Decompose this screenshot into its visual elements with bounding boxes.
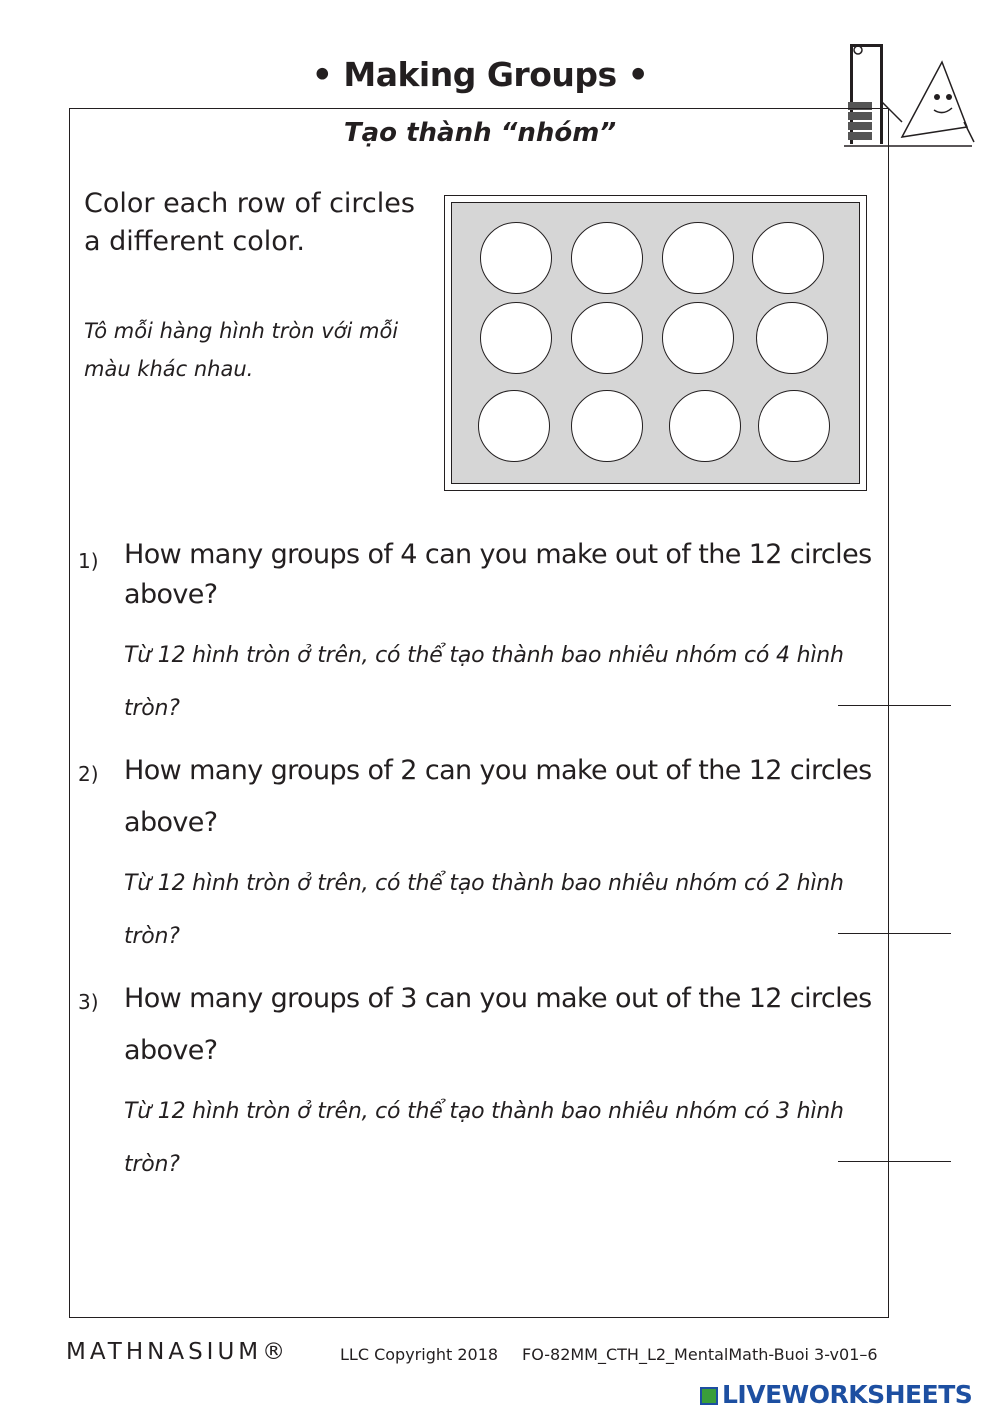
page-title: • Making Groups • [311, 55, 649, 94]
circle[interactable] [571, 222, 643, 294]
instruction-english: Color each row of circles a different color. [84, 188, 415, 257]
circle[interactable] [480, 302, 552, 374]
liveworksheets-logo-icon [700, 1387, 718, 1405]
circle-grid-box [444, 195, 867, 491]
circle[interactable] [662, 222, 734, 294]
answer-blank[interactable] [838, 933, 951, 934]
circle[interactable] [571, 390, 643, 462]
instruction-vietnamese: Tô mỗi hàng hình tròn với mỗi màu khác nhau. [84, 319, 399, 381]
copyright-text: LLC Copyright 2018 [340, 1345, 499, 1364]
page-subtitle: Tạo thành “nhóm” [343, 118, 617, 148]
question-english: How many groups of 3 can you make out of the 12 circles above? [124, 983, 872, 1066]
question-english: How many groups of 2 can you make out of the 12 circles above? [124, 755, 872, 838]
circle[interactable] [752, 222, 824, 294]
circle[interactable] [756, 302, 828, 374]
answer-blank[interactable] [838, 705, 951, 706]
answer-blank[interactable] [838, 1161, 951, 1162]
circle[interactable] [478, 390, 550, 462]
circle[interactable] [571, 302, 643, 374]
circle[interactable] [662, 302, 734, 374]
question-vietnamese: Từ 12 hình tròn ở trên, có thể tạo thành bao nhiêu nhóm có 4 hình tròn? [124, 643, 844, 721]
circle[interactable] [758, 390, 830, 462]
liveworksheets-watermark [700, 1380, 972, 1409]
circle[interactable] [480, 222, 552, 294]
question-vietnamese: Từ 12 hình tròn ở trên, có thể tạo thành bao nhiêu nhóm có 2 hình tròn? [124, 871, 844, 949]
question-number: 3) [78, 990, 99, 1014]
circle[interactable] [669, 390, 741, 462]
question-number: 2) [78, 762, 99, 786]
question-number: 1) [78, 549, 99, 573]
circle-grid-panel [451, 202, 860, 484]
mathnasium-logo: MATHNASIUM® [66, 1339, 290, 1365]
question-vietnamese: Từ 12 hình tròn ở trên, có thể tạo thành bao nhiêu nhóm có 3 hình tròn? [124, 1099, 844, 1177]
liveworksheets-text: LIVEWORKSHEETS [722, 1380, 973, 1409]
question-english: How many groups of 4 can you make out of the 12 circles above? [124, 539, 872, 610]
document-code: FO-82MM_CTH_L2_MentalMath-Buoi 3-v01–6 [522, 1345, 878, 1364]
